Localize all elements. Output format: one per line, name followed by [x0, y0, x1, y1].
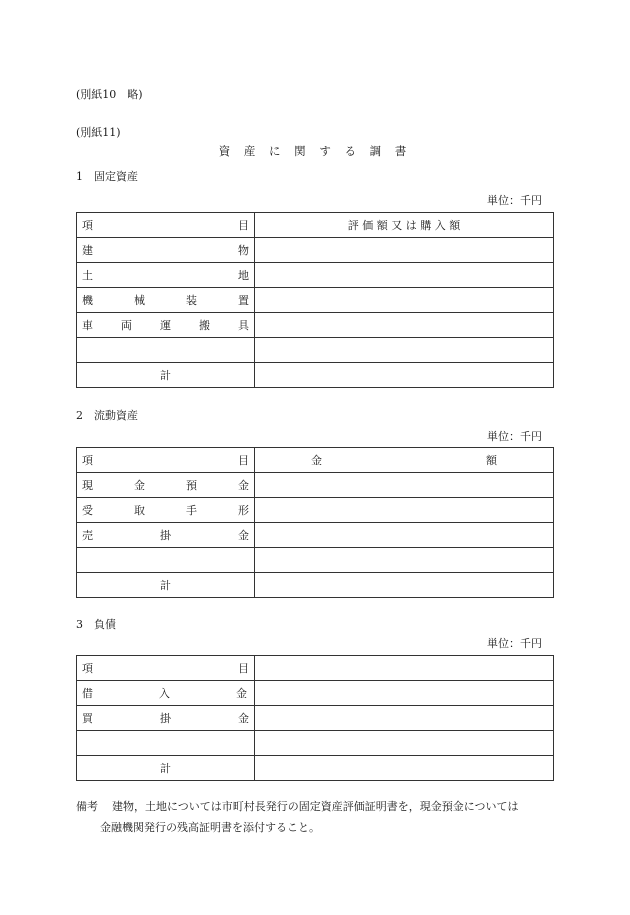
- value-cell[interactable]: [255, 238, 554, 263]
- row-label[interactable]: [77, 548, 255, 573]
- total-row: [77, 756, 554, 781]
- liabilities-table: [76, 655, 554, 781]
- table-row: [77, 288, 554, 313]
- value-cell[interactable]: [255, 706, 554, 731]
- section-fixed-assets-heading: 1 固定資産: [76, 170, 138, 183]
- total-label: 計: [77, 573, 255, 598]
- table-row: [77, 498, 554, 523]
- total-label: 計: [77, 363, 255, 388]
- annex-11-label: (別紙11): [76, 126, 121, 139]
- table-row: [77, 473, 554, 498]
- header-value-cell: 評 価 額 又 は 購 入 額: [255, 213, 554, 238]
- table-row: [77, 313, 554, 338]
- table-row: [77, 548, 554, 573]
- header-item-cell: 項 目: [77, 656, 255, 681]
- remarks-note: [76, 796, 566, 838]
- value-cell[interactable]: [255, 548, 554, 573]
- remarks-label: 備考: [76, 800, 98, 813]
- total-row: [77, 573, 554, 598]
- row-label: 受取手形: [77, 498, 255, 523]
- total-value-cell[interactable]: [255, 756, 554, 781]
- row-label: 売掛金: [77, 523, 255, 548]
- section-liabilities-heading: 3 負債: [76, 618, 116, 631]
- value-cell[interactable]: [255, 523, 554, 548]
- fixed-assets-table: [76, 212, 554, 388]
- row-label[interactable]: [77, 731, 255, 756]
- table-row: [77, 238, 554, 263]
- header-value-cell: 金 額: [255, 448, 554, 473]
- current-assets-table: [76, 447, 554, 598]
- value-cell[interactable]: [255, 263, 554, 288]
- value-cell[interactable]: [255, 288, 554, 313]
- remarks-line-2: 金融機関発行の残高証明書を添付すること。: [100, 821, 320, 834]
- table-row: [77, 523, 554, 548]
- unit-label: 単位：千円: [487, 430, 542, 443]
- table-row: [77, 681, 554, 706]
- header-item-cell: 項 目: [77, 213, 255, 238]
- value-cell[interactable]: [255, 473, 554, 498]
- table-row: [77, 263, 554, 288]
- row-label: 土地: [77, 263, 255, 288]
- header-value-cell: [255, 656, 554, 681]
- section-current-assets-heading: 2 流動資産: [76, 409, 138, 422]
- total-label: 計: [77, 756, 255, 781]
- table-header-row: [77, 448, 554, 473]
- unit-label: 単位：千円: [487, 637, 542, 650]
- header-item-cell: 項 目: [77, 448, 255, 473]
- table-header-row: [77, 213, 554, 238]
- row-label: 買掛金: [77, 706, 255, 731]
- total-value-cell[interactable]: [255, 363, 554, 388]
- row-label: 車両運搬具: [77, 313, 255, 338]
- value-cell[interactable]: [255, 498, 554, 523]
- total-row: [77, 363, 554, 388]
- row-label[interactable]: [77, 338, 255, 363]
- table-row: [77, 706, 554, 731]
- row-label: 借入金: [77, 681, 255, 706]
- table-row: [77, 338, 554, 363]
- row-label: 建物: [77, 238, 255, 263]
- annex-10-label: (別紙10 略): [76, 88, 143, 101]
- value-cell[interactable]: [255, 338, 554, 363]
- row-label: 機械装置: [77, 288, 255, 313]
- document-title: 資 産 に 関 す る 調 書: [218, 144, 412, 158]
- value-cell[interactable]: [255, 681, 554, 706]
- unit-label: 単位：千円: [487, 194, 542, 207]
- table-row: [77, 731, 554, 756]
- value-cell[interactable]: [255, 731, 554, 756]
- remarks-line-1: 建物，土地については市町村長発行の固定資産評価証明書を，現金預金については: [112, 800, 519, 813]
- row-label: 現金預金: [77, 473, 255, 498]
- table-header-row: [77, 656, 554, 681]
- value-cell[interactable]: [255, 313, 554, 338]
- total-value-cell[interactable]: [255, 573, 554, 598]
